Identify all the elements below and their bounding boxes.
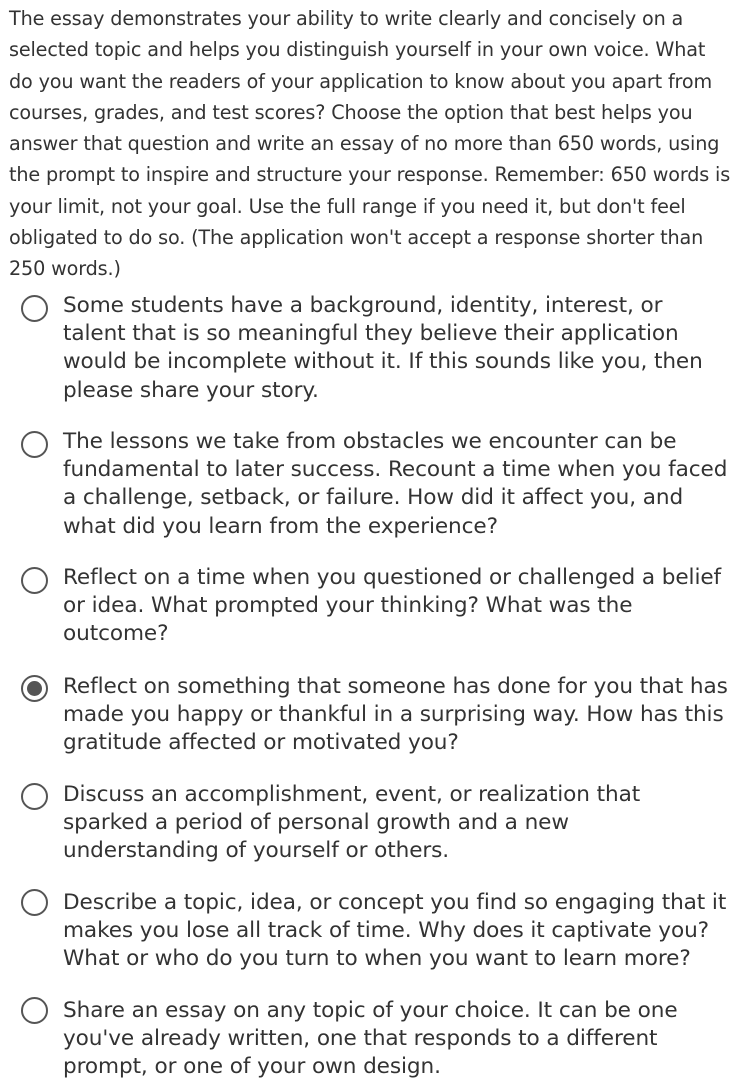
- radio-button-3[interactable]: [21, 567, 48, 594]
- radio-selected-dot: [27, 681, 42, 696]
- radio-button-7[interactable]: [21, 997, 48, 1024]
- radio-button-4[interactable]: [21, 675, 48, 702]
- radio-button-5[interactable]: [21, 783, 48, 810]
- prompt-option-label[interactable]: Reflect on a time when you questioned or challenged a belief or idea. What prompted your thinking? What was the outcome?: [63, 565, 722, 647]
- radio-button-1[interactable]: [21, 295, 48, 322]
- prompt-option-label[interactable]: Reflect on something that someone has done for you that has made you happy or thankful in a surprising way. How has this gratitude affected or motivated you?: [63, 674, 728, 756]
- prompt-option-label[interactable]: Share an essay on any topic of your choice. It can be one you've already written, one that responds to a different prompt, or one of your own design.: [63, 998, 678, 1080]
- prompt-option-label[interactable]: The lessons we take from obstacles we encounter can be fundamental to later success. Recount a time when you faced a challenge, setback, or failure. How did it affect you, and what did you learn from the experience?: [63, 429, 728, 539]
- prompt-option-label[interactable]: Some students have a background, identity, interest, or talent that is so meaningful they believe their application would be incomplete without it. If this sounds like you, then please share your story.: [63, 293, 703, 403]
- radio-button-6[interactable]: [21, 889, 48, 916]
- radio-button-2[interactable]: [21, 431, 48, 458]
- prompt-option-label[interactable]: Discuss an accomplishment, event, or realization that sparked a period of personal growth and a new understanding of yourself or others.: [63, 782, 641, 864]
- essay-instructions: The essay demonstrates your ability to write clearly and concisely on a selected topic and helps you distinguish yourself in your own voice. What do you want the readers of your application to know about you apart from courses, grades, and test scores? Choose the option that best helps you answer that question and write an essay of no more than 650 words, using the prompt to inspire and structure your response. Remember: 650 words is your limit, not your goal. Use the full range if you need it, but don't feel obligated to do so. (The application won't accept a response shorter than 250 words.): [9, 7, 731, 281]
- prompt-option-label[interactable]: Describe a topic, idea, or concept you find so engaging that it makes you lose all track of time. Why does it captivate you? What or who do you turn to when you want to learn more?: [63, 890, 727, 972]
